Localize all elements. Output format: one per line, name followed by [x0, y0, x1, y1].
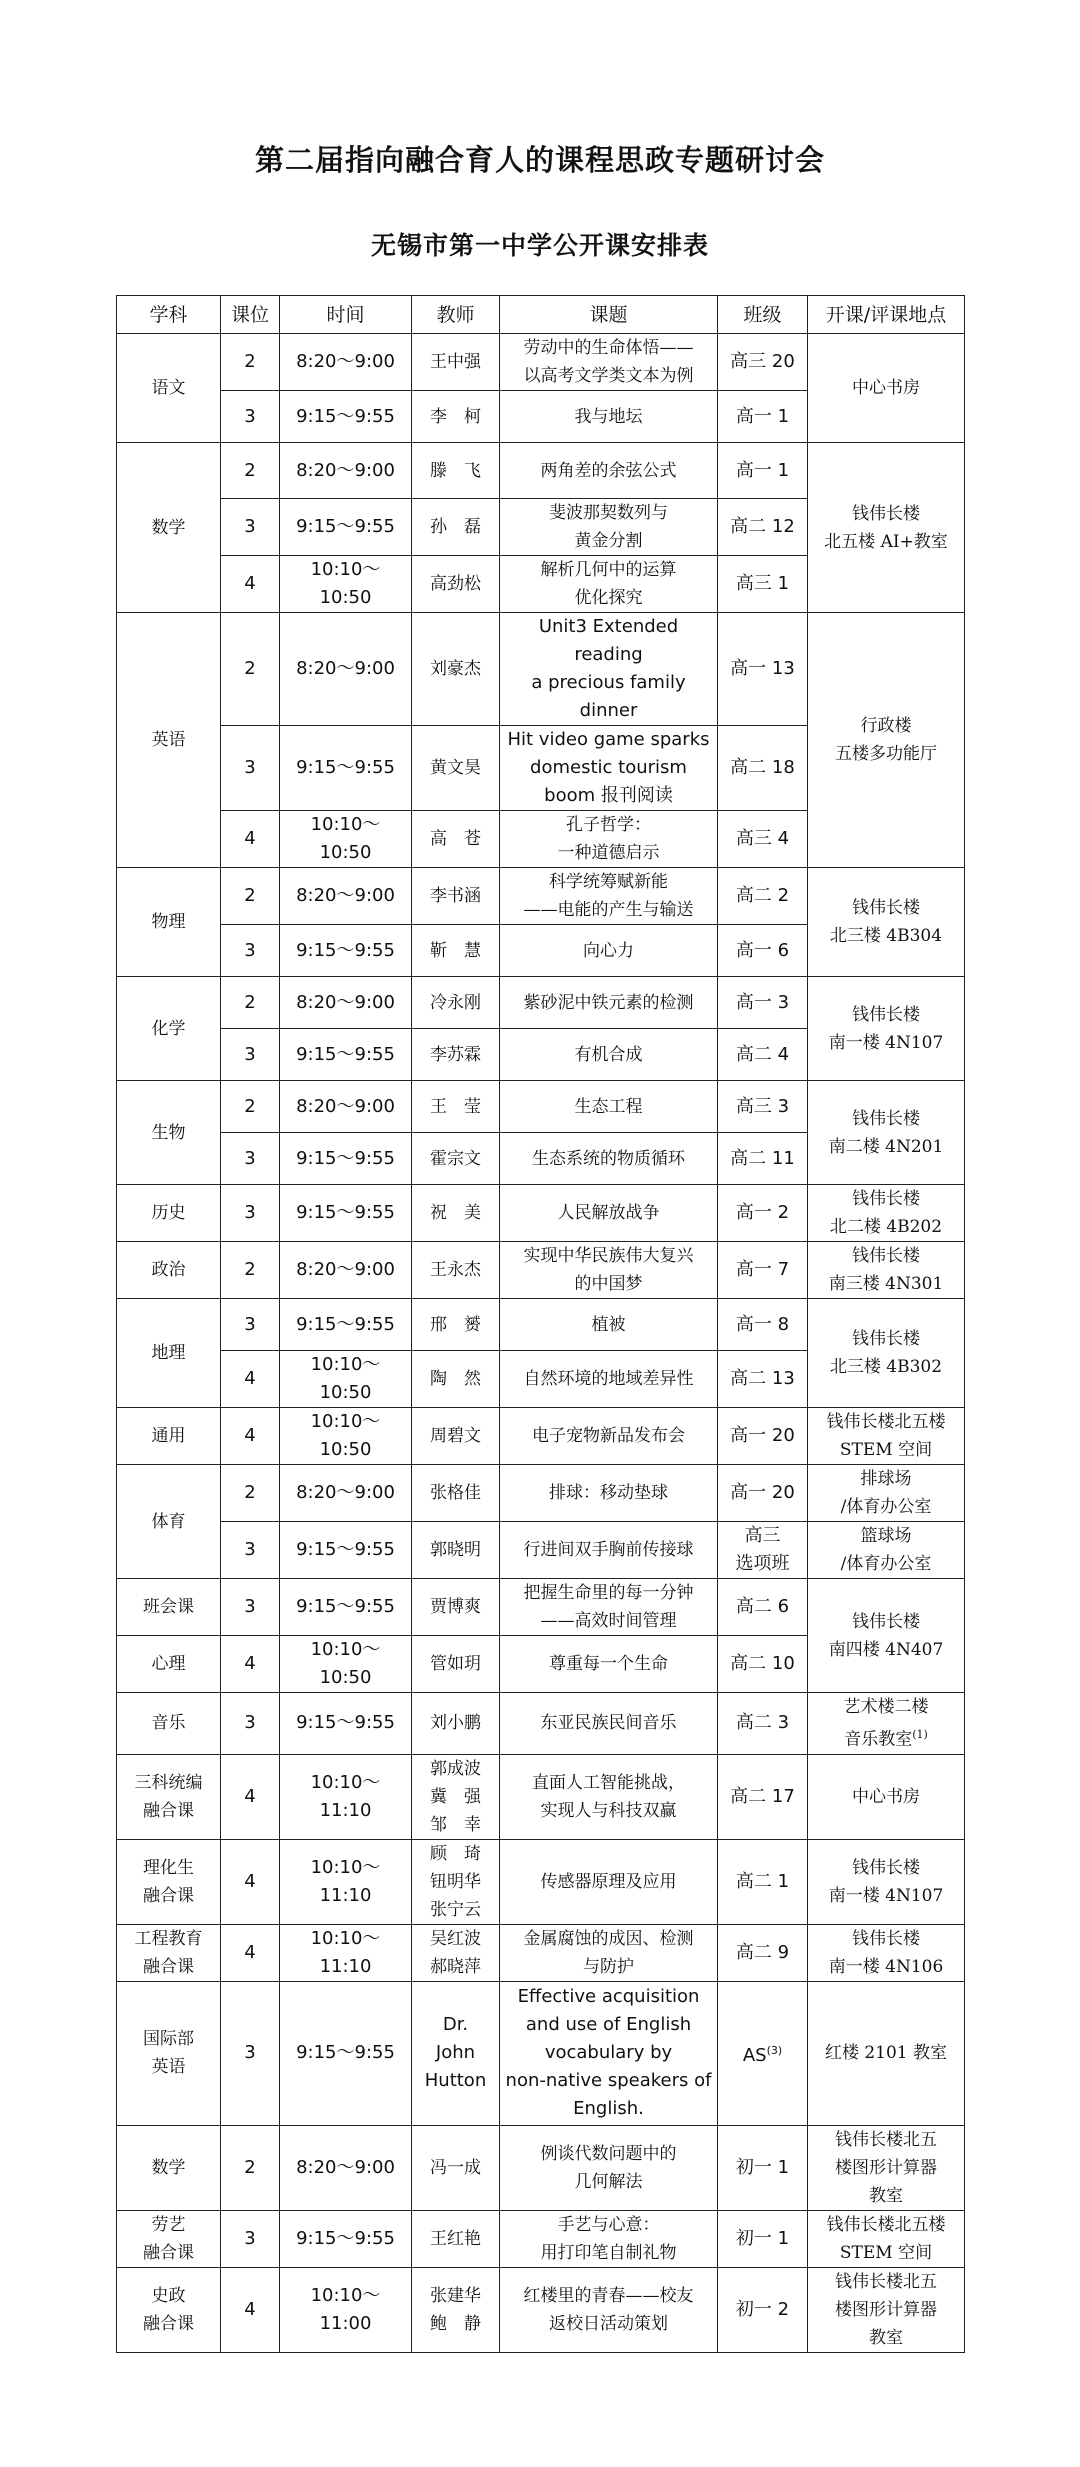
time-cell: 10:10～ 10:50	[280, 1636, 412, 1693]
subject-cell: 国际部 英语	[117, 1981, 221, 2125]
period-cell: 4	[221, 1408, 280, 1465]
subject-cell: 音乐	[117, 1693, 221, 1755]
period-cell: 4	[221, 1754, 280, 1839]
table-row	[117, 1981, 965, 2125]
subject-cell: 三科统编 融合课	[117, 1754, 221, 1839]
class-cell: 高二 3	[718, 1693, 808, 1755]
subject-cell: 英语	[117, 613, 221, 868]
time-cell: 10:10～ 10:50	[280, 556, 412, 613]
topic-cell: 自然环境的地域差异性	[500, 1351, 718, 1408]
location-cell: 排球场 /体育办公室	[808, 1465, 965, 1522]
teacher-cell: 刘小鹏	[412, 1693, 500, 1755]
table-row	[117, 1242, 965, 1299]
location-cell: 篮球场 /体育办公室	[808, 1522, 965, 1579]
period-cell: 4	[221, 1839, 280, 1924]
teacher-cell: 张建华 鲍 静	[412, 2267, 500, 2352]
teacher-cell: 霍宗文	[412, 1133, 500, 1185]
period-cell: 3	[221, 925, 280, 977]
table-row	[117, 977, 965, 1029]
time-cell: 8:20～9:00	[280, 443, 412, 499]
header-subject: 学科	[117, 296, 221, 334]
class-cell: 高三 3	[718, 1081, 808, 1133]
time-cell: 9:15～9:55	[280, 1981, 412, 2125]
location-cell: 钱伟长楼 南三楼 4N301	[808, 1242, 965, 1299]
teacher-cell: 周碧文	[412, 1408, 500, 1465]
period-cell: 3	[221, 1693, 280, 1755]
subject-cell: 生物	[117, 1081, 221, 1185]
topic-cell: Hit video game sparks domestic tourism boom 报刊阅读	[500, 726, 718, 811]
subject-cell: 数学	[117, 443, 221, 613]
teacher-cell: 高 苍	[412, 811, 500, 868]
subject-cell: 史政 融合课	[117, 2267, 221, 2352]
table-row	[117, 1754, 965, 1839]
teacher-cell: 吴红波 郝晓萍	[412, 1924, 500, 1981]
table-row	[117, 1522, 965, 1579]
class-cell: 高二 10	[718, 1636, 808, 1693]
table-row	[117, 443, 965, 499]
period-cell: 4	[221, 1636, 280, 1693]
teacher-cell: 李 柯	[412, 391, 500, 443]
table-row	[117, 1693, 965, 1755]
time-cell: 8:20～9:00	[280, 868, 412, 925]
class-cell: 高二 9	[718, 1924, 808, 1981]
class-cell: 高一 20	[718, 1465, 808, 1522]
location-cell: 钱伟长楼北五 楼图形计算器 教室	[808, 2267, 965, 2352]
topic-cell: 把握生命里的每一分钟 ——高效时间管理	[500, 1579, 718, 1636]
period-cell: 3	[221, 1299, 280, 1351]
location-cell: 钱伟长楼 北二楼 4B202	[808, 1185, 965, 1242]
teacher-cell: 郭成波 冀 强 邹 幸	[412, 1754, 500, 1839]
subject-cell: 班会课	[117, 1579, 221, 1636]
time-cell: 8:20～9:00	[280, 1465, 412, 1522]
table-row	[117, 1185, 965, 1242]
subject-cell: 物理	[117, 868, 221, 977]
class-cell: 高三 4	[718, 811, 808, 868]
subject-cell: 工程教育 融合课	[117, 1924, 221, 1981]
location-cell: 钱伟长楼北五 楼图形计算器 教室	[808, 2125, 965, 2210]
subject-cell: 心理	[117, 1636, 221, 1693]
period-cell: 3	[221, 2210, 280, 2267]
table-row	[117, 334, 965, 391]
time-cell: 9:15～9:55	[280, 1133, 412, 1185]
topic-cell: 生态系统的物质循环	[500, 1133, 718, 1185]
period-cell: 3	[221, 1029, 280, 1081]
table-row	[117, 2267, 965, 2352]
time-cell: 8:20～9:00	[280, 613, 412, 726]
class-cell: 高二 6	[718, 1579, 808, 1636]
class-cell: 高一 7	[718, 1242, 808, 1299]
topic-cell: 金属腐蚀的成因、检测 与防护	[500, 1924, 718, 1981]
class-cell: 高二 11	[718, 1133, 808, 1185]
topic-cell: 紫砂泥中铁元素的检测	[500, 977, 718, 1029]
period-cell: 2	[221, 868, 280, 925]
period-cell: 4	[221, 556, 280, 613]
period-cell: 2	[221, 2125, 280, 2210]
location-cell: 钱伟长楼北五楼 STEM 空间	[808, 2210, 965, 2267]
time-cell: 9:15～9:55	[280, 726, 412, 811]
period-cell: 2	[221, 443, 280, 499]
topic-cell: 两角差的余弦公式	[500, 443, 718, 499]
table-row	[117, 1081, 965, 1133]
topic-cell: 尊重每一个生命	[500, 1636, 718, 1693]
class-cell: 高三 1	[718, 556, 808, 613]
subject-cell: 体育	[117, 1465, 221, 1579]
teacher-cell: 冯一成	[412, 2125, 500, 2210]
location-cell: 红楼 2101 教室	[808, 1981, 965, 2125]
subject-cell: 劳艺 融合课	[117, 2210, 221, 2267]
table-row	[117, 1579, 965, 1636]
table-row	[117, 2125, 965, 2210]
teacher-cell: 张格佳	[412, 1465, 500, 1522]
time-cell: 8:20～9:00	[280, 1081, 412, 1133]
header-row	[117, 296, 965, 334]
period-cell: 3	[221, 1981, 280, 2125]
teacher-cell: 滕 飞	[412, 443, 500, 499]
table-row	[117, 2210, 965, 2267]
topic-cell: 解析几何中的运算 优化探究	[500, 556, 718, 613]
class-cell: 高二 18	[718, 726, 808, 811]
teacher-cell: 李苏霖	[412, 1029, 500, 1081]
period-cell: 2	[221, 613, 280, 726]
topic-cell: 植被	[500, 1299, 718, 1351]
period-cell: 2	[221, 334, 280, 391]
page-title: 第二届指向融合育人的课程思政专题研讨会	[254, 143, 825, 177]
time-cell: 10:10～ 10:50	[280, 1408, 412, 1465]
topic-cell: 科学统筹赋新能 ——电能的产生与输送	[500, 868, 718, 925]
table-row	[117, 1924, 965, 1981]
table-row	[117, 613, 965, 726]
class-cell: 高一 13	[718, 613, 808, 726]
topic-cell: 劳动中的生命体悟—— 以高考文学类文本为例	[500, 334, 718, 391]
class-cell: 高一 8	[718, 1299, 808, 1351]
subject-cell: 历史	[117, 1185, 221, 1242]
location-cell: 艺术楼二楼 音乐教室$^{(1)}$	[808, 1693, 965, 1755]
teacher-cell: 孙 磊	[412, 499, 500, 556]
subject-cell: 政治	[117, 1242, 221, 1299]
table-row	[117, 1839, 965, 1924]
time-cell: 9:15～9:55	[280, 1185, 412, 1242]
teacher-cell: 郭晓明	[412, 1522, 500, 1579]
topic-cell: 有机合成	[500, 1029, 718, 1081]
table-row	[117, 1408, 965, 1465]
time-cell: 9:15～9:55	[280, 391, 412, 443]
header-time: 时间	[280, 296, 412, 334]
time-cell: 9:15～9:55	[280, 1522, 412, 1579]
period-cell: 2	[221, 1081, 280, 1133]
teacher-cell: 靳 慧	[412, 925, 500, 977]
time-cell: 10:10～ 11:10	[280, 1924, 412, 1981]
topic-cell: 实现中华民族伟大复兴 的中国梦	[500, 1242, 718, 1299]
class-cell: 高二 4	[718, 1029, 808, 1081]
location-cell: 钱伟长楼 南一楼 4N106	[808, 1924, 965, 1981]
period-cell: 4	[221, 811, 280, 868]
topic-cell: Unit3 Extended reading a precious family dinner	[500, 613, 718, 726]
teacher-cell: 冷永刚	[412, 977, 500, 1029]
teacher-cell: 王中强	[412, 334, 500, 391]
topic-cell: 例谈代数问题中的 几何解法	[500, 2125, 718, 2210]
topic-cell: 手艺与心意： 用打印笔自制礼物	[500, 2210, 718, 2267]
period-cell: 3	[221, 726, 280, 811]
period-cell: 3	[221, 1185, 280, 1242]
teacher-cell: 祝 美	[412, 1185, 500, 1242]
class-cell: 高二 17	[718, 1754, 808, 1839]
time-cell: 9:15～9:55	[280, 1299, 412, 1351]
class-cell: 高一 3	[718, 977, 808, 1029]
class-cell: 高二 1	[718, 1839, 808, 1924]
time-cell: 8:20～9:00	[280, 1242, 412, 1299]
header-class: 班级	[718, 296, 808, 334]
location-cell: 行政楼 五楼多功能厅	[808, 613, 965, 868]
location-cell: 钱伟长楼 北五楼 AI+教室	[808, 443, 965, 613]
time-cell: 9:15～9:55	[280, 925, 412, 977]
topic-cell: 直面人工智能挑战， 实现人与科技双赢	[500, 1754, 718, 1839]
time-cell: 9:15～9:55	[280, 1029, 412, 1081]
time-cell: 9:15～9:55	[280, 2210, 412, 2267]
teacher-cell: Dr. John Hutton	[412, 1981, 500, 2125]
time-cell: 9:15～9:55	[280, 1579, 412, 1636]
time-cell: 10:10～ 10:50	[280, 1351, 412, 1408]
topic-cell: 电子宠物新品发布会	[500, 1408, 718, 1465]
location-cell: 钱伟长楼 南二楼 4N201	[808, 1081, 965, 1185]
teacher-cell: 刘豪杰	[412, 613, 500, 726]
location-cell: 钱伟长楼 南一楼 4N107	[808, 1839, 965, 1924]
topic-cell: 人民解放战争	[500, 1185, 718, 1242]
topic-cell: Effective acquisition and use of English vocabulary by non-native speakers of English.	[500, 1981, 718, 2125]
teacher-cell: 陶 然	[412, 1351, 500, 1408]
class-cell: 初一 1	[718, 2210, 808, 2267]
period-cell: 2	[221, 1465, 280, 1522]
topic-cell: 行进间双手胸前传接球	[500, 1522, 718, 1579]
period-cell: 3	[221, 499, 280, 556]
class-cell: 高二 13	[718, 1351, 808, 1408]
teacher-cell: 邢 赟	[412, 1299, 500, 1351]
class-cell: 初一 2	[718, 2267, 808, 2352]
period-cell: 2	[221, 977, 280, 1029]
teacher-cell: 贾博爽	[412, 1579, 500, 1636]
schedule-body	[117, 334, 965, 2353]
class-cell: 高一 6	[718, 925, 808, 977]
teacher-cell: 李书涵	[412, 868, 500, 925]
topic-cell: 传感器原理及应用	[500, 1839, 718, 1924]
table-row	[117, 1465, 965, 1522]
schedule-table	[116, 295, 965, 2353]
class-cell: 初一 1	[718, 2125, 808, 2210]
header-teacher: 教师	[412, 296, 500, 334]
location-cell: 钱伟长楼 南四楼 4N407	[808, 1579, 965, 1693]
class-cell: 高一 20	[718, 1408, 808, 1465]
header-topic: 课题	[500, 296, 718, 334]
time-cell: 8:20～9:00	[280, 334, 412, 391]
table-row	[117, 868, 965, 925]
class-cell: 高二 2	[718, 868, 808, 925]
location-cell: 钱伟长楼 南一楼 4N107	[808, 977, 965, 1081]
class-cell: 高一 1	[718, 443, 808, 499]
subject-cell: 通用	[117, 1408, 221, 1465]
location-cell: 中心书房	[808, 334, 965, 443]
topic-cell: 红楼里的青春——校友 返校日活动策划	[500, 2267, 718, 2352]
location-cell: 中心书房	[808, 1754, 965, 1839]
header-location: 开课/评课地点	[808, 296, 965, 334]
subject-cell: 地理	[117, 1299, 221, 1408]
teacher-cell: 王红艳	[412, 2210, 500, 2267]
teacher-cell: 黄文昊	[412, 726, 500, 811]
teacher-cell: 王 莹	[412, 1081, 500, 1133]
subject-cell: 语文	[117, 334, 221, 443]
time-cell: 10:10～ 11:10	[280, 1754, 412, 1839]
topic-cell: 向心力	[500, 925, 718, 977]
period-cell: 3	[221, 1579, 280, 1636]
time-cell: 8:20～9:00	[280, 2125, 412, 2210]
period-cell: 4	[221, 1351, 280, 1408]
topic-cell: 我与地坛	[500, 391, 718, 443]
location-cell: 钱伟长楼 北三楼 4B302	[808, 1299, 965, 1408]
table-row	[117, 1299, 965, 1351]
teacher-cell: 王永杰	[412, 1242, 500, 1299]
period-cell: 3	[221, 1133, 280, 1185]
time-cell: 9:15～9:55	[280, 499, 412, 556]
teacher-cell: 顾 琦 钮明华 张宁云	[412, 1839, 500, 1924]
time-cell: 8:20～9:00	[280, 977, 412, 1029]
teacher-cell: 高劲松	[412, 556, 500, 613]
class-cell: 高一 1	[718, 391, 808, 443]
location-cell: 钱伟长楼北五楼 STEM 空间	[808, 1408, 965, 1465]
period-cell: 2	[221, 1242, 280, 1299]
period-cell: 3	[221, 391, 280, 443]
period-cell: 4	[221, 2267, 280, 2352]
subject-cell: 化学	[117, 977, 221, 1081]
subject-cell: 理化生 融合课	[117, 1839, 221, 1924]
teacher-cell: 管如玥	[412, 1636, 500, 1693]
period-cell: 4	[221, 1924, 280, 1981]
class-cell: 高三 选项班	[718, 1522, 808, 1579]
topic-cell: 生态工程	[500, 1081, 718, 1133]
subject-cell: 数学	[117, 2125, 221, 2210]
topic-cell: 东亚民族民间音乐	[500, 1693, 718, 1755]
page-subtitle: 无锡市第一中学公开课安排表	[370, 231, 709, 260]
period-cell: 3	[221, 1522, 280, 1579]
class-cell: 高二 12	[718, 499, 808, 556]
time-cell: 9:15～9:55	[280, 1693, 412, 1755]
class-cell: 高一 2	[718, 1185, 808, 1242]
topic-cell: 孔子哲学： 一种道德启示	[500, 811, 718, 868]
class-cell: 高三 20	[718, 334, 808, 391]
topic-cell: 排球：移动垫球	[500, 1465, 718, 1522]
topic-cell: 斐波那契数列与 黄金分割	[500, 499, 718, 556]
time-cell: 10:10～ 11:00	[280, 2267, 412, 2352]
class-cell: AS$^{(3)}$	[718, 1981, 808, 2125]
location-cell: 钱伟长楼 北三楼 4B304	[808, 868, 965, 977]
time-cell: 10:10～ 10:50	[280, 811, 412, 868]
time-cell: 10:10～ 11:10	[280, 1839, 412, 1924]
header-period: 课位	[221, 296, 280, 334]
